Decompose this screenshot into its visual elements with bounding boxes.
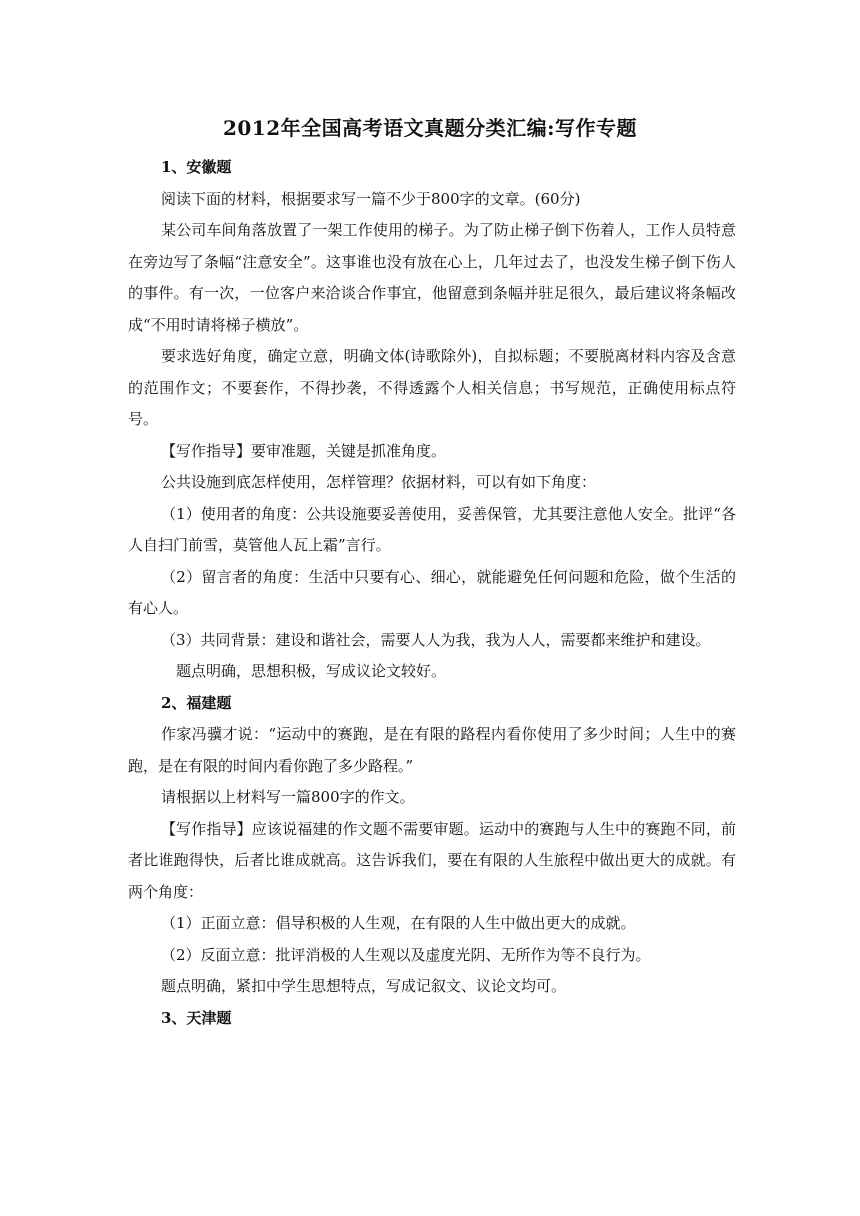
analysis-point: （2）反面立意：批评消极的人生观以及虚度光阴、无所作为等不良行为。 [161,945,651,964]
prompt-paragraph: 请根据以上材料写一篇800字的作文。 [161,788,415,806]
analysis-point: （1）正面立意：倡导积极的人生观，在有限的人生中做出更大的成就。 [161,914,636,932]
requirements-paragraph: 要求选好角度，确定立意，明确文体(诗歌除外)，自拟标题；不要脱离材料内容及含意的范围作文；不要套作，不得抄袭，不得透露个人相关信息；书写规范，正确使用标点符号。 [128,347,736,428]
material-paragraph: 某公司车间角落放置了一架工作使用的梯子。为了防止梯子倒下伤着人，工作人员特意在旁边写了条幅“注意安全”。这事谁也没有放在心上，几年过去了，也没发生梯子倒下伤人的事件。有一次，一位客户来洽谈合作事宜，他留意到条幅并驻足很久，最后建议将条幅改成“不用时请将梯子横放”。 [128,221,736,334]
document-body [128,152,736,1034]
section-heading-anhui: 1、安徽题 [161,158,232,176]
analysis-point: （3）共同背景：建设和谐社会，需要人人为我，我为人人，需要都来维护和建设。 [161,630,711,649]
material-paragraph: 作家冯骥才说：“运动中的赛跑，是在有限的路程内看你使用了多少时间；人生中的赛跑，是在有限的时间内看你跑了多少路程。” [128,725,736,775]
conclusion-paragraph: 题点明确，紧扣中学生思想特点，写成记叙文、议论文均可。 [161,977,567,995]
writing-guide: 【写作指导】应该说福建的作文题不需要审题。运动中的赛跑与人生中的赛跑不同，前者比谁跑得快，后者比谁成就高。这告诉我们，要在有限的人生旅程中做出更大的成就。有两个角度： [128,819,736,901]
section-heading-fujian: 2、福建题 [161,693,232,712]
conclusion-paragraph: 题点明确，思想积极，写成议论文较好。 [176,662,447,680]
analysis-intro: 公共设施到底怎样使用，怎样管理？依据材料，可以有如下角度： [161,473,597,491]
writing-guide: 【写作指导】要审准题，关键是抓准角度。 [161,441,447,460]
prompt-intro: 阅读下面的材料，根据要求写一篇不少于800字的文章。(60分) [161,189,581,208]
analysis-point: （2）留言者的角度：生活中只要有心、细心，就能避免任何问题和危险，做个生活的有心人。 [128,567,736,617]
page-title: 2012年全国高考语文真题分类汇编:写作专题 [222,116,638,140]
analysis-point: （1）使用者的角度：公共设施要妥善使用，妥善保管，尤其要注意他人安全。批评“各人自扫门前雪，莫管他人瓦上霜”言行。 [128,504,736,554]
section-heading-tianjin: 3、天津题 [161,1008,232,1027]
